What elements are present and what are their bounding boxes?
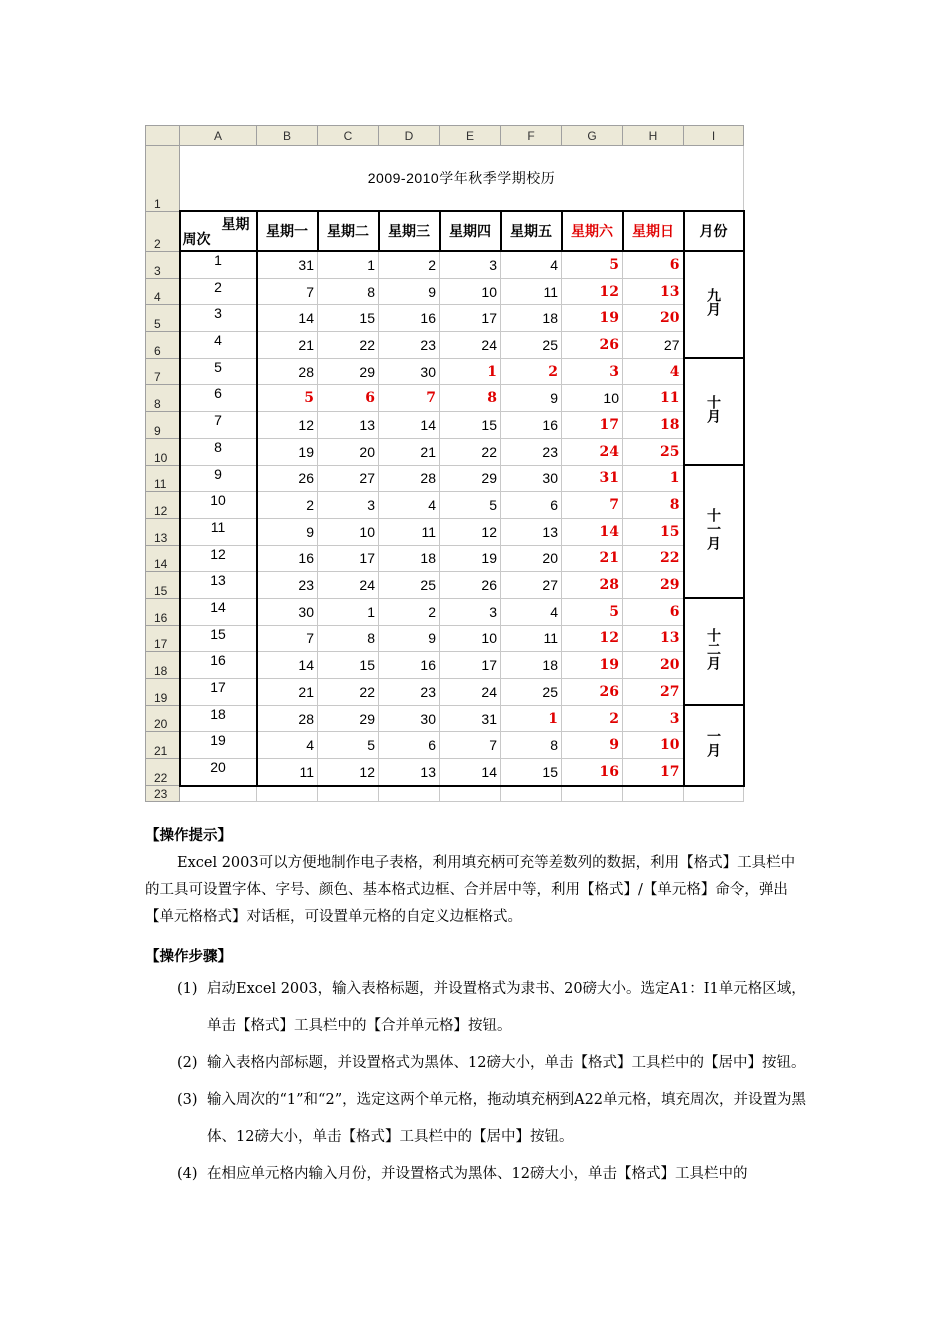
title-row [146,146,744,212]
day-cell[interactable]: 4 [501,598,562,625]
day-cell[interactable]: 25 [623,438,684,465]
row-header[interactable]: 3 [146,251,180,278]
day-cell[interactable]: 14 [440,759,501,786]
day-cell[interactable]: 17 [440,305,501,332]
row-header[interactable]: 21 [146,732,180,759]
day-cell[interactable]: 13 [501,518,562,545]
day-cell[interactable]: 12 [562,278,623,305]
weekday-header[interactable]: 星期六 [562,211,623,251]
month-header[interactable]: 月份 [684,211,744,251]
day-cell[interactable]: 25 [501,679,562,706]
week-number-cell[interactable]: 15 [180,625,257,652]
week-row [146,278,744,305]
day-cell[interactable]: 7 [257,625,318,652]
day-cell[interactable]: 30 [257,598,318,625]
week-row [146,598,744,625]
day-cell[interactable]: 11 [623,385,684,412]
day-cell[interactable]: 27 [623,332,684,359]
select-all-corner[interactable] [146,126,180,146]
day-cell[interactable]: 31 [257,251,318,278]
empty-cell[interactable] [318,786,379,802]
day-cell[interactable]: 17 [623,759,684,786]
week-row [146,438,744,465]
day-cell[interactable]: 16 [379,652,440,679]
day-cell[interactable]: 1 [501,705,562,732]
step-item [145,1082,807,1156]
day-cell[interactable]: 19 [562,652,623,679]
day-cell[interactable]: 7 [440,732,501,759]
day-cell[interactable]: 16 [379,305,440,332]
corner-weekday-label: 星期 [221,216,250,232]
day-cell[interactable]: 8 [318,625,379,652]
day-cell[interactable]: 5 [257,385,318,412]
week-number-cell[interactable]: 9 [180,465,257,492]
day-cell[interactable]: 29 [318,705,379,732]
day-cell[interactable]: 23 [257,572,318,599]
week-number-cell[interactable]: 5 [180,358,257,385]
day-cell[interactable]: 4 [623,358,684,385]
week-row [146,305,744,332]
day-cell[interactable]: 12 [257,412,318,439]
day-cell[interactable]: 3 [440,251,501,278]
empty-cell[interactable] [180,786,257,802]
week-row [146,679,744,706]
day-cell[interactable]: 24 [562,438,623,465]
day-cell[interactable]: 12 [318,759,379,786]
day-cell[interactable]: 26 [562,679,623,706]
day-cell[interactable]: 6 [623,598,684,625]
day-cell[interactable]: 8 [501,732,562,759]
day-cell[interactable]: 16 [257,545,318,572]
step-number: (4) [177,1166,198,1182]
week-row [146,465,744,492]
day-cell[interactable]: 2 [379,598,440,625]
month-label: 一月 [706,728,722,757]
day-cell[interactable]: 21 [257,679,318,706]
row-header[interactable]: 23 [146,786,180,802]
row-header[interactable]: 10 [146,438,180,465]
day-cell[interactable]: 28 [379,465,440,492]
day-cell[interactable]: 31 [440,705,501,732]
day-cell[interactable]: 5 [562,251,623,278]
day-cell[interactable]: 7 [257,278,318,305]
day-cell[interactable]: 10 [318,518,379,545]
month-cell[interactable] [684,465,744,598]
step-item [145,971,807,1045]
day-cell[interactable]: 18 [501,305,562,332]
day-cell[interactable]: 16 [562,759,623,786]
day-cell[interactable]: 3 [562,358,623,385]
day-cell[interactable]: 19 [440,545,501,572]
day-cell[interactable]: 30 [379,705,440,732]
day-cell[interactable]: 9 [379,278,440,305]
weekday-header[interactable]: 星期二 [318,211,379,251]
day-cell[interactable]: 6 [379,732,440,759]
week-row [146,412,744,439]
day-cell[interactable]: 11 [379,518,440,545]
day-cell[interactable]: 9 [501,385,562,412]
day-cell[interactable]: 29 [318,358,379,385]
empty-cell[interactable] [257,786,318,802]
day-cell[interactable]: 20 [623,305,684,332]
day-cell[interactable]: 25 [379,572,440,599]
week-number-cell[interactable]: 13 [180,572,257,599]
tips-body: Excel 2003可以方便地制作电子表格，利用填充柄可充等差数列的数据，利用【格式】工具栏中的工具可设置字体、字号、颜色、基本格式边框、合并居中等，利用【格式】/【单元格】命令，弹出【单元格格式】对话框，可设置单元格的自定义边框格式。 [145,855,796,925]
day-cell[interactable]: 5 [562,598,623,625]
row-header[interactable]: 17 [146,625,180,652]
week-row [146,732,744,759]
day-cell[interactable]: 30 [379,358,440,385]
day-cell[interactable]: 14 [257,652,318,679]
week-row [146,545,744,572]
row-header[interactable]: 15 [146,572,180,599]
column-header[interactable]: E [440,126,501,146]
day-cell[interactable]: 18 [623,412,684,439]
day-cell[interactable]: 26 [562,332,623,359]
day-cell[interactable]: 9 [257,518,318,545]
row-header[interactable]: 6 [146,332,180,359]
column-header-row [146,126,744,146]
weekday-header[interactable]: 星期四 [440,211,501,251]
day-cell[interactable]: 14 [562,518,623,545]
week-number-cell[interactable]: 1 [180,251,257,278]
step-number: (1) [177,981,198,997]
day-cell[interactable]: 22 [440,438,501,465]
day-cell[interactable]: 8 [440,385,501,412]
day-cell[interactable]: 29 [623,572,684,599]
day-cell[interactable]: 2 [257,492,318,519]
day-cell[interactable]: 30 [501,465,562,492]
corner-week-label: 周次 [182,231,211,247]
day-cell[interactable]: 4 [501,251,562,278]
day-cell[interactable]: 10 [440,278,501,305]
empty-cell[interactable] [623,786,684,802]
weekday-header[interactable]: 星期日 [623,211,684,251]
week-number-cell[interactable]: 2 [180,278,257,305]
day-cell[interactable]: 18 [379,545,440,572]
row-header[interactable]: 19 [146,679,180,706]
week-row [146,625,744,652]
day-cell[interactable]: 9 [562,732,623,759]
month-cell[interactable] [684,598,744,705]
row-header[interactable]: 7 [146,358,180,385]
row-header[interactable]: 8 [146,385,180,412]
step-item [145,1156,807,1193]
step-number: (3) [177,1092,198,1108]
day-cell[interactable]: 10 [440,625,501,652]
week-number-cell[interactable]: 3 [180,305,257,332]
weekday-header-row [146,211,744,251]
empty-cell[interactable] [562,786,623,802]
day-cell[interactable]: 20 [318,438,379,465]
week-number-cell[interactable]: 10 [180,492,257,519]
row-header[interactable]: 4 [146,278,180,305]
empty-cell[interactable] [501,786,562,802]
day-cell[interactable]: 15 [623,518,684,545]
day-cell[interactable]: 19 [257,438,318,465]
day-cell[interactable]: 26 [440,572,501,599]
row-header[interactable]: 13 [146,518,180,545]
week-row [146,332,744,359]
day-cell[interactable]: 8 [623,492,684,519]
day-cell[interactable]: 16 [501,412,562,439]
empty-cell[interactable] [440,786,501,802]
week-number-cell[interactable]: 17 [180,679,257,706]
day-cell[interactable]: 24 [440,332,501,359]
empty-cell[interactable] [379,786,440,802]
day-cell[interactable]: 11 [257,759,318,786]
day-cell[interactable]: 21 [257,332,318,359]
steps-section [145,944,807,1193]
week-row [146,705,744,732]
weekday-header[interactable]: 星期三 [379,211,440,251]
week-row [146,518,744,545]
step-number: (2) [177,1055,198,1071]
month-cell[interactable] [684,358,744,465]
week-row [146,358,744,385]
day-cell[interactable]: 7 [379,385,440,412]
day-cell[interactable]: 10 [623,732,684,759]
column-header[interactable]: A [180,126,257,146]
day-cell[interactable]: 23 [379,332,440,359]
day-cell[interactable]: 24 [440,679,501,706]
day-cell[interactable]: 1 [318,251,379,278]
row-header[interactable]: 9 [146,412,180,439]
spreadsheet [145,125,743,802]
day-cell[interactable]: 26 [257,465,318,492]
empty-row [146,786,744,802]
day-cell[interactable]: 15 [318,305,379,332]
row-header[interactable]: 20 [146,705,180,732]
row-header[interactable]: 18 [146,652,180,679]
row-header[interactable]: 12 [146,492,180,519]
day-cell[interactable]: 9 [379,625,440,652]
empty-cell[interactable] [684,786,744,802]
row-header[interactable]: 2 [146,211,180,251]
column-header[interactable]: G [562,126,623,146]
day-cell[interactable]: 17 [562,412,623,439]
day-cell[interactable]: 20 [623,652,684,679]
row-header[interactable]: 14 [146,545,180,572]
day-cell[interactable]: 13 [379,759,440,786]
step-text: 在相应单元格内输入月份，并设置格式为黑体、12磅大小，单击【格式】工具栏中的 [207,1166,748,1182]
day-cell[interactable]: 5 [440,492,501,519]
weekday-header[interactable]: 星期一 [257,211,318,251]
step-text: 启动Excel 2003，输入表格标题，并设置格式为隶书、20磅大小。选定A1：I1单元格区域，单击【格式】工具栏中的【合并单元格】按钮。 [207,981,806,1034]
day-cell[interactable]: 13 [623,625,684,652]
day-cell[interactable]: 17 [318,545,379,572]
steps-heading: 【操作步骤】 [145,949,232,965]
week-row [146,385,744,412]
day-cell[interactable]: 13 [623,278,684,305]
week-row [146,652,744,679]
day-cell[interactable]: 18 [501,652,562,679]
day-cell[interactable]: 19 [562,305,623,332]
calendar-title[interactable]: 2009-2010学年秋季学期校历 [180,146,744,212]
day-cell[interactable]: 28 [257,705,318,732]
weekday-header[interactable]: 星期五 [501,211,562,251]
row-header[interactable]: 5 [146,305,180,332]
week-row [146,251,744,278]
day-cell[interactable]: 20 [501,545,562,572]
day-cell[interactable]: 5 [318,732,379,759]
week-number-cell[interactable]: 12 [180,545,257,572]
column-header[interactable]: I [684,126,744,146]
week-number-cell[interactable]: 16 [180,652,257,679]
week-number-cell[interactable]: 14 [180,598,257,625]
week-number-cell[interactable]: 20 [180,759,257,786]
day-cell[interactable]: 24 [318,572,379,599]
week-row [146,572,744,599]
day-cell[interactable]: 28 [257,358,318,385]
day-cell[interactable]: 6 [501,492,562,519]
week-row [146,492,744,519]
day-cell[interactable]: 1 [318,598,379,625]
day-cell[interactable]: 22 [623,545,684,572]
row-header[interactable]: 1 [146,146,180,212]
day-cell[interactable]: 11 [501,278,562,305]
day-cell[interactable]: 10 [562,385,623,412]
row-header[interactable]: 16 [146,598,180,625]
week-number-cell[interactable]: 19 [180,732,257,759]
day-cell[interactable]: 29 [440,465,501,492]
tips-heading: 【操作提示】 [145,828,232,844]
month-label: 九月 [706,288,722,317]
day-cell[interactable]: 13 [318,412,379,439]
tips-section [145,823,807,931]
week-number-cell[interactable]: 11 [180,518,257,545]
day-cell[interactable]: 3 [623,705,684,732]
day-cell[interactable]: 17 [440,652,501,679]
day-cell[interactable]: 1 [440,358,501,385]
column-header[interactable]: B [257,126,318,146]
column-header[interactable]: D [379,126,440,146]
month-label: 十二月 [706,628,722,671]
day-cell[interactable]: 31 [562,465,623,492]
row-header[interactable]: 11 [146,465,180,492]
week-number-cell[interactable]: 4 [180,332,257,359]
step-text: 输入周次的“1”和“2”，选定这两个单元格，拖动填充柄到A22单元格，填充周次，并设置为黑体、12磅大小，单击【格式】工具栏中的【居中】按钮。 [207,1092,807,1145]
week-weekday-corner-cell[interactable] [180,211,257,251]
week-number-cell[interactable]: 7 [180,412,257,439]
day-cell[interactable]: 22 [318,332,379,359]
column-header[interactable]: F [501,126,562,146]
day-cell[interactable]: 25 [501,332,562,359]
day-cell[interactable]: 2 [562,705,623,732]
day-cell[interactable]: 2 [379,251,440,278]
month-label: 十月 [706,395,722,424]
day-cell[interactable]: 11 [501,625,562,652]
day-cell[interactable]: 14 [379,412,440,439]
day-cell[interactable]: 6 [318,385,379,412]
day-cell[interactable]: 21 [379,438,440,465]
week-number-cell[interactable]: 8 [180,438,257,465]
day-cell[interactable]: 15 [318,652,379,679]
week-number-cell[interactable]: 18 [180,705,257,732]
day-cell[interactable]: 28 [562,572,623,599]
step-item [145,1045,807,1082]
day-cell[interactable]: 14 [257,305,318,332]
day-cell[interactable]: 3 [318,492,379,519]
day-cell[interactable]: 22 [318,679,379,706]
column-header[interactable]: H [623,126,684,146]
day-cell[interactable]: 2 [501,358,562,385]
step-text: 输入表格内部标题，并设置格式为黑体、12磅大小，单击【格式】工具栏中的【居中】按钮。 [207,1055,806,1071]
day-cell[interactable]: 4 [257,732,318,759]
day-cell[interactable]: 27 [501,572,562,599]
day-cell[interactable]: 1 [623,465,684,492]
month-label: 十一月 [706,508,722,551]
day-cell[interactable]: 15 [440,412,501,439]
row-header[interactable]: 22 [146,759,180,786]
day-cell[interactable]: 21 [562,545,623,572]
day-cell[interactable]: 12 [440,518,501,545]
day-cell[interactable]: 27 [318,465,379,492]
month-cell[interactable] [684,705,744,786]
month-cell[interactable] [684,251,744,358]
day-cell[interactable]: 15 [501,759,562,786]
day-cell[interactable]: 6 [623,251,684,278]
calendar-grid [145,125,745,802]
week-number-cell[interactable]: 6 [180,385,257,412]
column-header[interactable]: C [318,126,379,146]
day-cell[interactable]: 7 [562,492,623,519]
week-row [146,759,744,786]
day-cell[interactable]: 27 [623,679,684,706]
day-cell[interactable]: 8 [318,278,379,305]
day-cell[interactable]: 3 [440,598,501,625]
day-cell[interactable]: 23 [501,438,562,465]
day-cell[interactable]: 12 [562,625,623,652]
day-cell[interactable]: 4 [379,492,440,519]
day-cell[interactable]: 23 [379,679,440,706]
